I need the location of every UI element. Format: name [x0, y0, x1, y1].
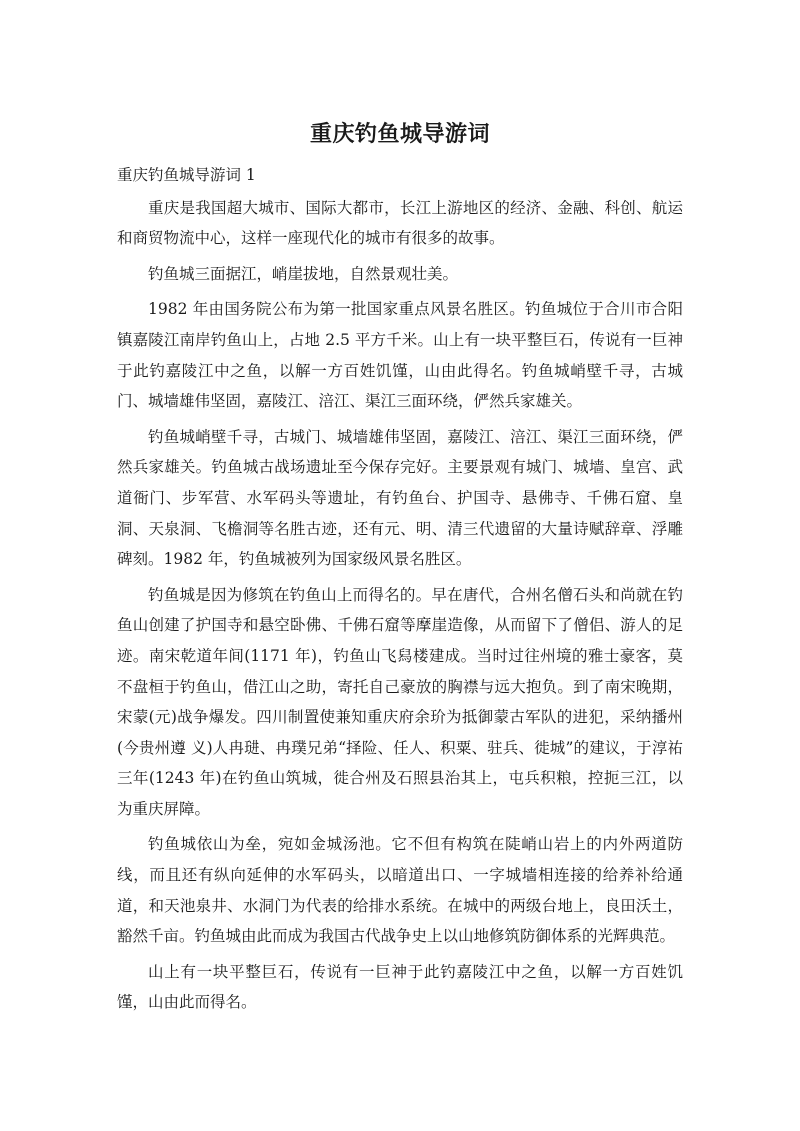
paragraph: 钓鱼城依山为垒，宛如金城汤池。它不但有构筑在陡峭山岩上的内外两道防线，而且还有纵向延伸的水军码头，以暗道出口、一字城墙相连接的给养补给通道，和天池泉井、水洞门为代表的给排水系统。在城中的两级台地上，良田沃土，豁然千亩。钓鱼城由此而成为我国古代战争史上以山地修筑防御体系的光辉典范。 — [117, 835, 683, 946]
section-heading: 重庆钓鱼城导游词 1 — [117, 166, 256, 184]
paragraph: 钓鱼城是因为修筑在钓鱼山上而得名的。早在唐代，合州名僧石头和尚就在钓鱼山创建了护国寺和悬空卧佛、千佛石窟等摩崖造像，从而留下了僧侣、游人的足迹。南宋乾道年间(1171 年)，钓鱼山飞舄楼建成。当时过往州境的雅士豪客，莫不盘桓于钓鱼山，借江山之助，寄托自己豪放的胸襟与远大抱负。到了南宋晚期，宋蒙(元)战争爆发。四川制置使兼知重庆府余玠为抵御蒙古军队的进犯，采纳播州(今贵州遵 义)人冉琎、冉璞兄弟“择险、任人、积粟、驻兵、徙城”的建议，于淳祐三年(1243 年)在钓鱼山筑城，徙合州及石照县治其上，屯兵积粮，控扼三江，以为重庆屏障。 — [117, 585, 683, 818]
paragraph: 钓鱼城三面据江，峭崖拔地，自然景观壮美。 — [148, 264, 459, 283]
paragraph: 重庆是我国超大城市、国际大都市，长江上游地区的经济、金融、科创、航运和商贸物流中心，这样一座现代化的城市有很多的故事。 — [117, 198, 683, 248]
paragraph: 山上有一块平整巨石，传说有一巨神于此钓嘉陵江中之鱼，以解一方百姓饥馑，山由此而得名。 — [117, 962, 683, 1012]
document-body — [117, 160, 683, 1023]
paragraph: 1982 年由国务院公布为第一批国家重点风景名胜区。钓鱼城位于合川市合阳镇嘉陵江南岸钓鱼山上，占地 2.5 平方千米。山上有一块平整巨石，传说有一巨神于此钓嘉陵江中之鱼，以解一方百姓饥馑，山由此得名。钓鱼城峭壁千寻，古城门、城墙雄伟坚固，嘉陵江、涪江、渠江三面环绕，俨然兵家雄关。 — [117, 300, 683, 411]
document-title: 重庆钓鱼城导游词 — [309, 122, 490, 147]
paragraph: 钓鱼城峭壁千寻，古城门、城墙雄伟坚固，嘉陵江、涪江、渠江三面环绕，俨然兵家雄关。钓鱼城古战场遗址至今保存完好。主要景观有城门、城墙、皇宫、武道衙门、步军营、水军码头等遗址，有钓鱼台、护国寺、悬佛寺、千佛石窟、皇洞、天泉洞、飞檐洞等名胜古迹，还有元、明、清三代遗留的大量诗赋辞章、浮雕碑刻。1982 年，钓鱼城被列为国家级风景名胜区。 — [117, 427, 683, 569]
